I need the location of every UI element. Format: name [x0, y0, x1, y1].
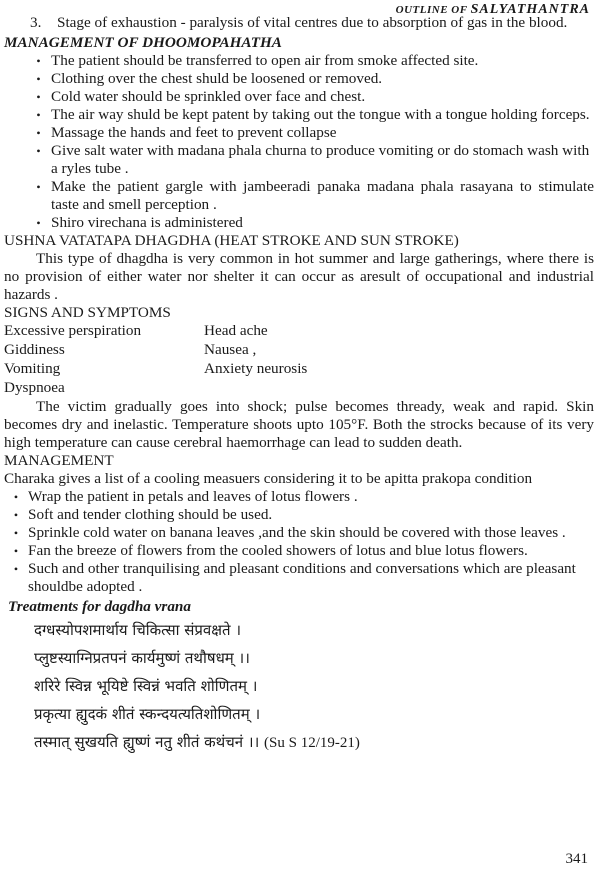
table-cell: Dyspnoea: [4, 379, 65, 396]
verse-line: दग्धस्योपशमार्थाय चिकित्सा संप्रवक्षते ।: [34, 621, 242, 639]
bullet-icon: •: [36, 180, 41, 194]
list-item-text: Clothing over the chest shuld be loosened or removed.: [51, 70, 383, 87]
list-item: [4, 124, 594, 142]
sanskrit-verse-block: [4, 616, 594, 757]
list-item: [4, 524, 594, 542]
section-heading-signs: SIGNS AND SYMPTOMS: [4, 304, 171, 321]
list-item-text: Soft and tender clothing should be used.: [28, 506, 273, 523]
section-heading-dhoomopahatha: MANAGEMENT OF DHOOMOPAHATHA: [4, 34, 282, 51]
verse-line: प्लुष्टस्याग्निप्रतपनं कार्यमुष्णं तथौषधम् ।।: [34, 649, 250, 667]
management-intro: Charaka gives a list of a cooling measuers considering it to be apitta prakopa condition: [4, 470, 533, 487]
table-cell: Vomiting: [4, 360, 61, 377]
table-cell: Anxiety neurosis: [204, 360, 308, 377]
bullet-icon: •: [36, 126, 41, 140]
page-number: 341: [565, 851, 588, 867]
numbered-item: [4, 14, 594, 32]
list-item-text: Such and other tranquilising and pleasant conditions and conversations which are pleasant shouldbe adopted .: [28, 560, 576, 595]
verse-line-text: तस्मात् सुखयति ह्युष्णं नतु शीतं कथंचनं ।।: [34, 733, 260, 751]
list-item-text: Massage the hands and feet to prevent collapse: [51, 124, 337, 141]
shock-paragraph: The victim gradually goes into shock; pulse becomes thready, weak and rapid. Skin becomes dry and inelastic. Temperature shoots upto 105°F. Both the strocks because of its very high temperature can cause cerebral haemorrhage can lead to sudden death.: [4, 398, 594, 451]
section-heading-ushna: USHNA VATATAPA DHAGDHA (HEAT STROKE AND SUN STROKE): [4, 232, 459, 249]
table-row: [4, 360, 307, 379]
table-cell: Giddiness: [4, 341, 65, 358]
table-cell: Nausea ,: [204, 341, 257, 358]
list-item-text: Wrap the patient in petals and leaves of lotus flowers .: [28, 488, 358, 505]
list-item-text: Fan the breeze of flowers from the cooled showers of lotus and blue lotus flowers.: [28, 542, 528, 559]
verse-line-last: [34, 728, 594, 757]
item-text: Stage of exhaustion - paralysis of vital centres due to absorption of gas in the blood.: [57, 14, 568, 31]
list-item: [4, 488, 594, 506]
bullet-icon: •: [13, 544, 19, 558]
list-item-text: The air way shuld be kept patent by taking out the tongue with a tongue holding forceps.: [51, 106, 590, 123]
management-list: [4, 488, 594, 596]
ushna-paragraph: This type of dhagdha is very common in hot summer and large gatherings, where there is no provision of either water nor shelter it can occur as aresult of occupational and industrial hazards .: [4, 250, 594, 303]
list-item: [4, 214, 594, 232]
list-item-text: Give salt water with madana phala churna to produce vomiting or do stomach wash with a ryles tube .: [51, 142, 590, 177]
page-content: [4, 14, 594, 757]
table-row: [4, 379, 307, 398]
table-row: [4, 341, 307, 360]
table-cell: [204, 379, 307, 398]
bullet-icon: •: [13, 490, 19, 504]
list-item-text: The patient should be transferred to open air from smoke affected site.: [51, 52, 479, 69]
bullet-icon: •: [36, 90, 41, 104]
list-item: [4, 52, 594, 70]
table-cell: Head ache: [204, 322, 268, 339]
list-item: [4, 106, 594, 124]
list-item-text: Make the patient gargle with jambeeradi panaka madana phala rasayana to stimulate taste and smell perception .: [51, 178, 594, 213]
list-item: [4, 560, 594, 596]
header-prefix: OUTLINE OF: [395, 4, 468, 16]
verse-reference: (Su S 12/19-21): [264, 735, 360, 751]
bullet-icon: •: [13, 508, 19, 522]
bullet-icon: •: [13, 526, 19, 540]
list-item: [4, 506, 594, 524]
list-item: [4, 178, 594, 214]
item-number: 3.: [30, 14, 42, 31]
dhoomopahatha-list: [4, 52, 594, 232]
section-heading-management: MANAGEMENT: [4, 452, 114, 469]
list-item-text: Sprinkle cold water on banana leaves ,and the skin should be covered with those leaves .: [28, 524, 566, 541]
bullet-icon: •: [36, 108, 41, 122]
bullet-icon: •: [36, 72, 41, 86]
table-cell: Excessive perspiration: [4, 322, 142, 339]
section-heading-treatments: Treatments for dagdha vrana: [8, 598, 191, 615]
list-item-text: Shiro virechana is administered: [51, 214, 243, 231]
bullet-icon: •: [36, 144, 41, 158]
bullet-icon: •: [36, 216, 41, 230]
list-item: [4, 542, 594, 560]
verse-line: प्रकृत्या ह्युदकं शीतं स्कन्दयत्यतिशोणितम् ।: [34, 705, 261, 723]
bullet-icon: •: [36, 54, 41, 68]
table-row: [4, 322, 307, 341]
list-item: [4, 88, 594, 106]
list-item: [4, 142, 594, 178]
verse-line: शरिरे स्विन्न भूयिष्टे स्विन्नं भवति शोणितम् ।: [34, 677, 258, 695]
bullet-icon: •: [13, 562, 19, 576]
symptoms-table: [4, 322, 307, 398]
header-title: SALYATHANTRA: [470, 2, 590, 17]
list-item-text: Cold water should be sprinkled over face and chest.: [51, 88, 366, 105]
list-item: [4, 70, 594, 88]
